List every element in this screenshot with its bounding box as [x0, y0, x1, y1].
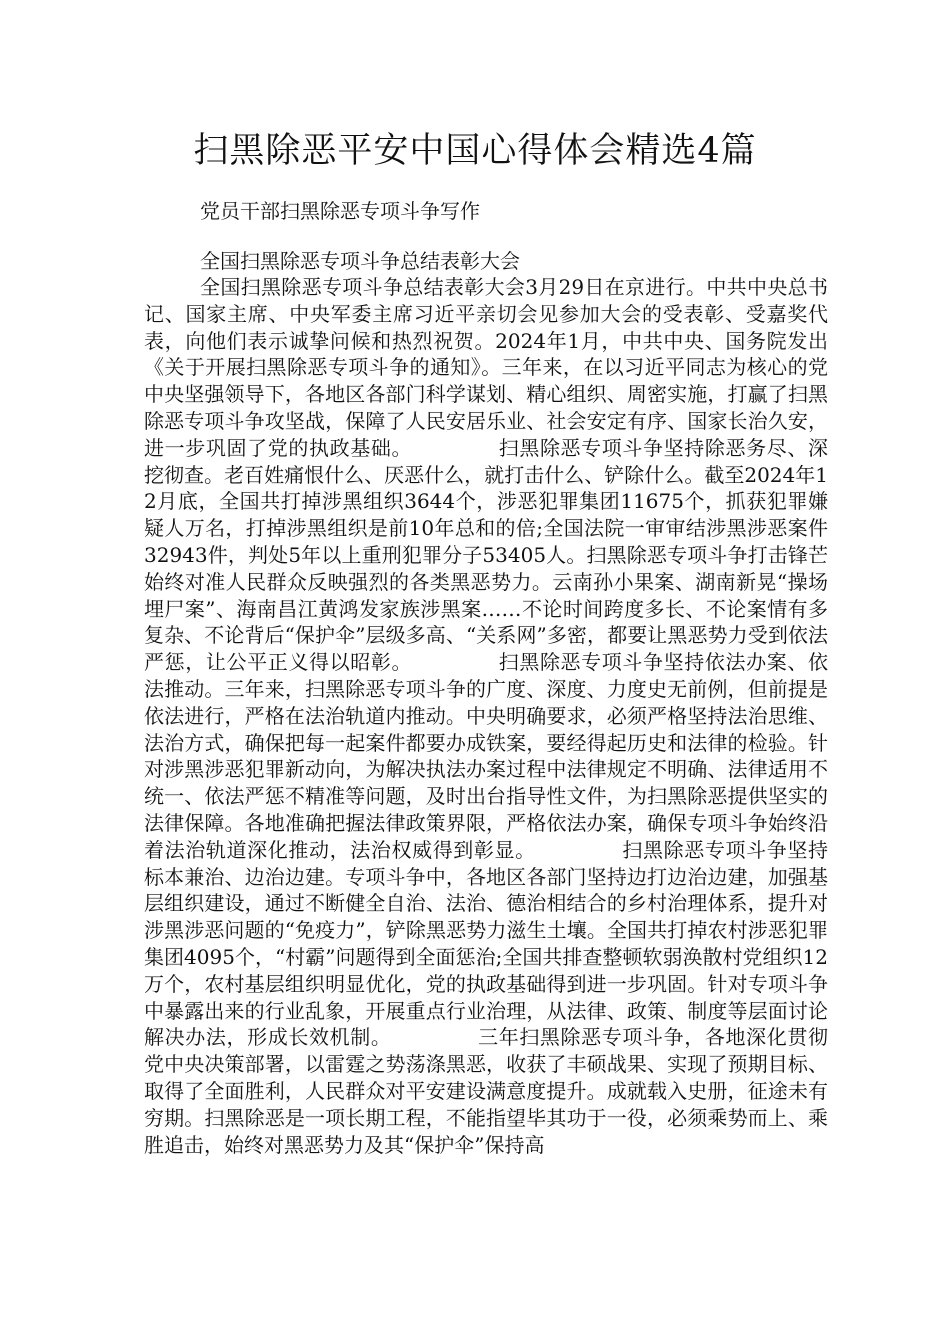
body-text	[144, 274, 828, 1158]
document-title: 扫黑除恶平安中国心得体会精选4篇	[193, 131, 757, 171]
body-paragraph-4: 扫黑除恶专项斗争坚持标本兼治、边治边建。专项斗争中，各地区各部门坚持边打边治边建，加强基层组织建设，通过不断健全自治、法治、德治相结合的乡村治理体系，提升对涉黑涉恶问题的“免疫力”，铲除黑恶势力滋生土壤。全国共打掉农村涉恶犯罪集团4095个，“村霸”问题得到全面惩治;全国共排查整顿软弱涣散村党组织12万个，农村基层组织明显优化，党的执政基础得到进一步巩固。针对专项斗争中暴露出来的行业乱象，开展重点行业治理，从法律、政策、制度等层面讨论解决办法，形成长效机制。	[144, 837, 829, 1050]
section-heading: 全国扫黑除恶专项斗争总结表彰大会	[200, 249, 520, 273]
document-subtitle: 党员干部扫黑除恶专项斗争写作	[200, 199, 480, 223]
body-paragraph-2: 扫黑除恶专项斗争坚持除恶务尽、深挖彻查。老百姓痛恨什么、厌恶什么，就打击什么、铲除什么。截至2024年12月底，全国共打掉涉黑组织3644个，涉恶犯罪集团11675个，抓获犯罪嫌疑人万名，打掉涉黑组织是前10年总和的倍;全国法院一审审结涉黑涉恶案件32943件，判处5年以上重刑犯罪分子53405人。扫黑除恶专项斗争打击锋芒始终对准人民群众反映强烈的各类黑恶势力。云南孙小果案、湖南新晃“操场埋尸案”、海南昌江黄鸿发家族涉黑案……不论时间跨度多长、不论案情有多复杂、不论背后“保护伞”层级多高、“关系网”多密，都要让黑恶势力受到依法严惩，让公平正义得以昭彰。	[144, 435, 829, 675]
body-paragraph-3: 扫黑除恶专项斗争坚持依法办案、依法推动。三年来，扫黑除恶专项斗争的广度、深度、力度史无前例，但前提是依法进行，严格在法治轨道内推动。中央明确要求，必须严格坚持法治思维、法治方式，确保把每一起案件都要办成铁案，要经得起历史和法律的检验。针对涉黑涉恶犯罪新动向，为解决执法办案过程中法律规定不明确、法律适用不统一、依法严惩不精准等问题，及时出台指导性文件，为扫黑除恶提供坚实的法律保障。各地准确把握法律政策界限，严格依法办案，确保专项斗争始终沿着法治轨道深化推动，法治权威得到彰显。	[144, 650, 829, 862]
body-paragraph-1: 全国扫黑除恶专项斗争总结表彰大会3月29日在京进行。中共中央总书记、国家主席、中央军委主席习近平亲切会见参加大会的受表彰、受嘉奖代表，向他们表示诚挚问候和热烈祝贺。2024年1月，中共中央、国务院发出《关于开展扫黑除恶专项斗争的通知》。三年来，在以习近平同志为核心的党中央坚强领导下，各地区各部门科学谋划、精心组织、周密实施，打赢了扫黑除恶专项斗争攻坚战，保障了人民安居乐业、社会安定有序、国家长治久安，进一步巩固了党的执政基础。	[144, 275, 828, 460]
body-paragraph-5: 三年扫黑除恶专项斗争，各地深化贯彻党中央决策部署，以雷霆之势荡涤黑恶，收获了丰硕战果、实现了预期目标、取得了全面胜利，人民群众对平安建设满意度提升。成就载入史册，征途未有穷期。扫黑除恶是一项长期工程，不能指望毕其功于一役，必须乘势而上、乘胜追击，始终对黑恶势力及其“保护伞”保持高	[144, 1025, 829, 1157]
